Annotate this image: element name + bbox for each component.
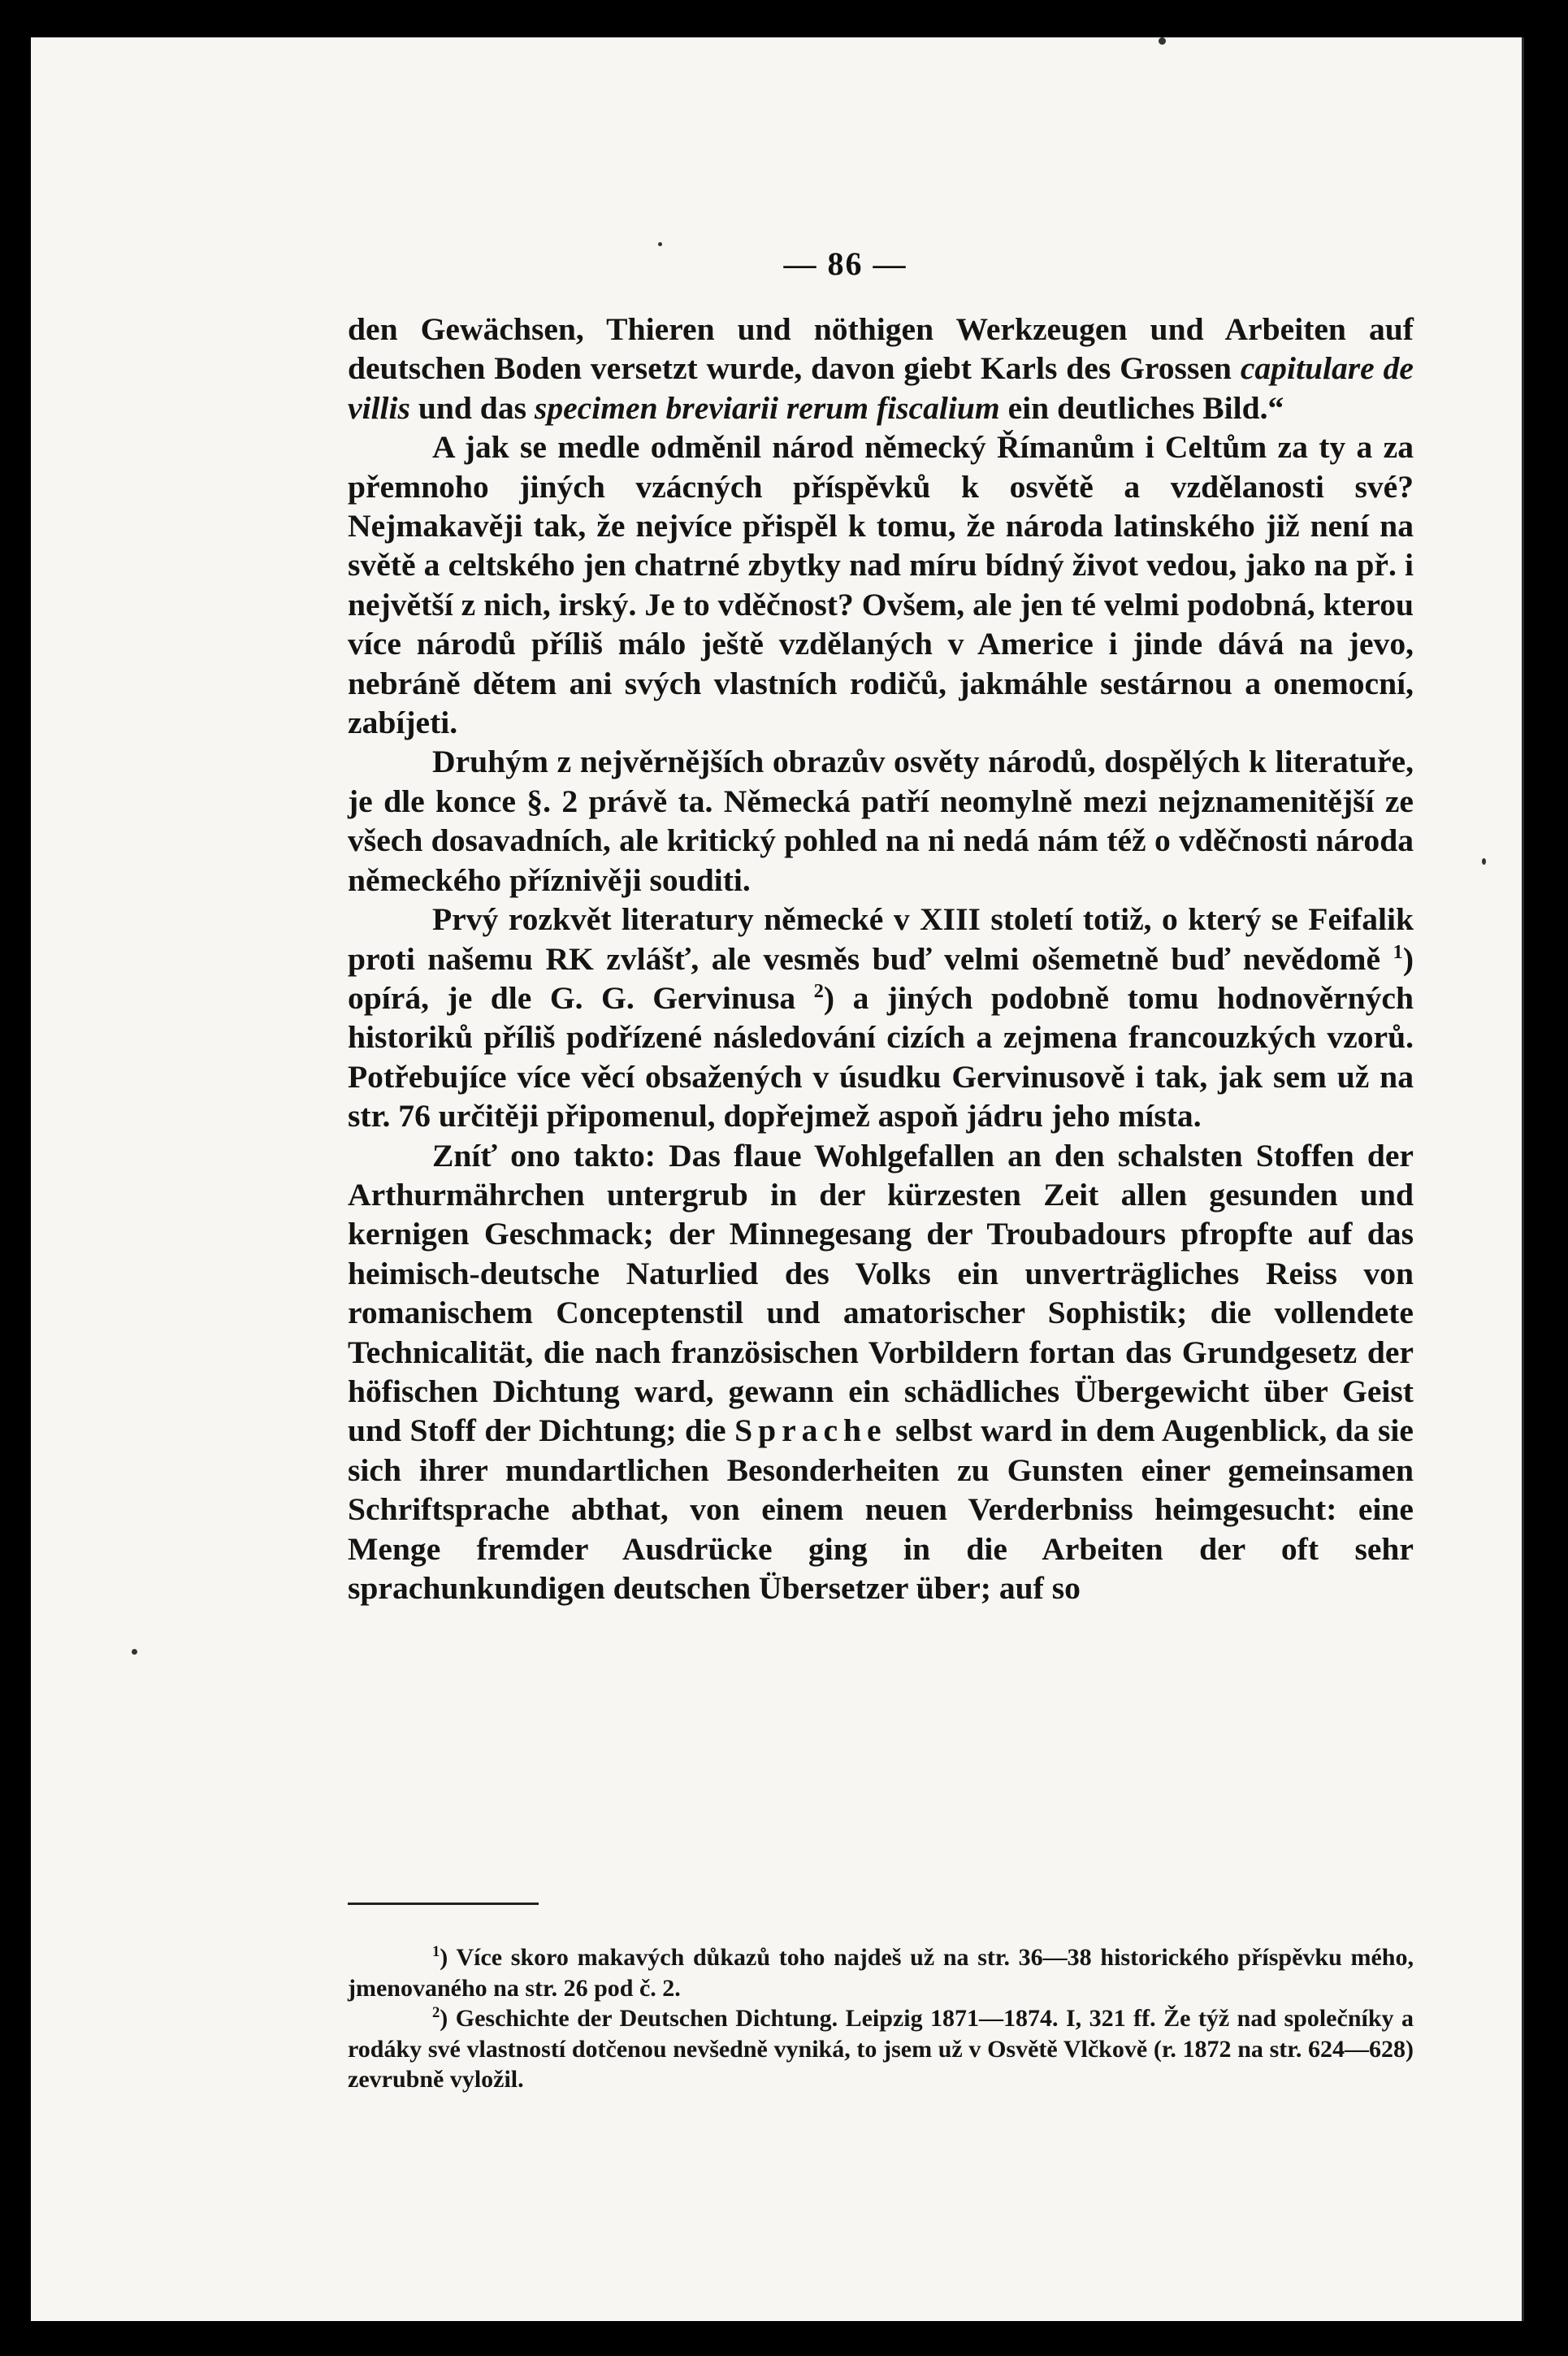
footnote-2-mark: 2: [432, 2004, 440, 2021]
paragraph-2: A jak se medle odměnil národ německý Římanům i Celtům za ty a za přemnoho jiných vzácných příspěvků k osvětě a vzdělanosti své? Nejmakavěji tak, že nejvíce přispěl k tomu, že národa latinského již není na světě a celtského jen chatrné zbytky nad míru bídný život vedou, jako na př. i největší z nich, irský. Je to vděčnost? Ovšem, ale jen té velmi podobná, kterou více národů příliš málo ještě vzdělaných v Americe i jinde dává na jevo, nebráně dětem ani svých vlastních rodičů, jakmáhle sestárnou a onemocní, zabíjeti.: [348, 429, 1414, 741]
latin-title-specimen: specimen breviarii rerum fiscalium: [534, 389, 1000, 426]
footnote-ref-2[interactable]: 2: [813, 979, 824, 1002]
paragraph-1-text: den Gewächsen, Thieren und nöthigen Werkzeugen und Arbeiten auf deutschen Boden versetzt wurde, davon giebt Karls des Grossen: [348, 311, 1414, 387]
footnotes: [348, 1942, 1414, 2095]
paragraph-1-end: ein deutliches Bild.“: [1007, 389, 1284, 426]
footnote-ref-1[interactable]: 1: [1393, 940, 1403, 963]
paragraph-5-text-a: Zníť ono takto: Das flaue Wohlgefallen an den schalsten Stoffen der Arthurmährchen untergrub in der kürzesten Zeit allen gesunden und kernigen Geschmack; der Minnegesang der Troubadours pfropfte auf das heimisch-deutsche Naturlied des Volks ein unverträgliches Reiss von romanischem Conceptenstil und amatorischer Sophistik; die vollendete Technicalität, die nach französischen Vorbildern fortan das Grundgesetz der höfischen Dichtung ward, gewann ein schädliches Übergewicht über Geist und Stoff der Dichtung; die: [348, 1137, 1414, 1449]
latin-title-capitulare: capitulare de villis: [348, 350, 1414, 426]
page-number: — 86 —: [783, 245, 907, 282]
paragraph-5: [348, 1136, 1414, 1608]
footnote-1-text: ) Více skoro makavých důkazů toho najdeš už na str. 36—38 historického příspěvku mého, jmenovaného na str. 26 pod č. 2.: [348, 1944, 1414, 2002]
main-text: [348, 310, 1414, 1608]
paragraph-4-text-c: ) a jiných podobně tomu hodnověrných historiků příliš podřízené následování cizích a zejmena francouzkých vzorů. Potřebujíce více věcí obsažených v úsudku Gervinusově i tak, jak sem už na str. 76 určitěji připomenul, dopřejmež aspoň jádru jeho místa.: [348, 979, 1414, 1135]
footnote-1: [348, 1942, 1414, 2003]
paragraph-4-text-b: ) opírá, je dle G. G. Gervinusa: [348, 940, 1414, 1016]
footnote-1-mark: 1: [432, 1943, 440, 1960]
footnote-2-text: ) Geschichte der Deutschen Dichtung. Leipzig 1871—1874. I, 321 ff. Že týž nad společníky a rodáky své vlastností dotčenou nevšedně vyniká, to jsem už v Osvětě Vlčkově (r. 1872 na str. 624—628) zevrubně vyložil.: [348, 2005, 1414, 2093]
paragraph-4-text-a: Prvý rozkvět literatury německé v XIII století totiž, o který se Feifalik proti našemu RK zvlášť, ale vesměs buď velmi ošemetně buď nevědomě: [348, 901, 1414, 977]
book-page: [31, 37, 1524, 2321]
footnote-separator: [348, 1903, 539, 1905]
paragraph-1-mid: und das: [418, 389, 527, 426]
paragraph-4: [348, 900, 1414, 1135]
paragraph-3: Druhým z nejvěrnějších obrazův osvěty národů, dospělých k literatuře, je dle konce §. 2 právě ta. Německá patří neomylně mezi nejznamenitější ze všech dosavadních, ale kritický pohled na ni nedá nám též o vděčnosti národa německého příznivěji souditi.: [348, 744, 1414, 898]
scan-speck: [658, 242, 662, 246]
paragraph-1: [348, 310, 1414, 427]
spaced-word-sprache: Sprache: [734, 1412, 887, 1449]
scan-speck: [132, 1649, 137, 1655]
scan-speck: [1159, 37, 1166, 45]
scan-speck: [1482, 858, 1486, 865]
footnote-2: [348, 2003, 1414, 2095]
paragraph-5-text-b: selbst ward in dem Augenblick, da sie sich ihrer mundartlichen Besonderheiten zu Gunsten einer gemeinsamen Schriftsprache abthat, von einem neuen Verderbniss heimgesucht: eine Menge fremder Ausdrücke ging in die Arbeiten der oft sehr sprachunkundigen deutschen Übersetzer über; auf so: [348, 1412, 1414, 1606]
